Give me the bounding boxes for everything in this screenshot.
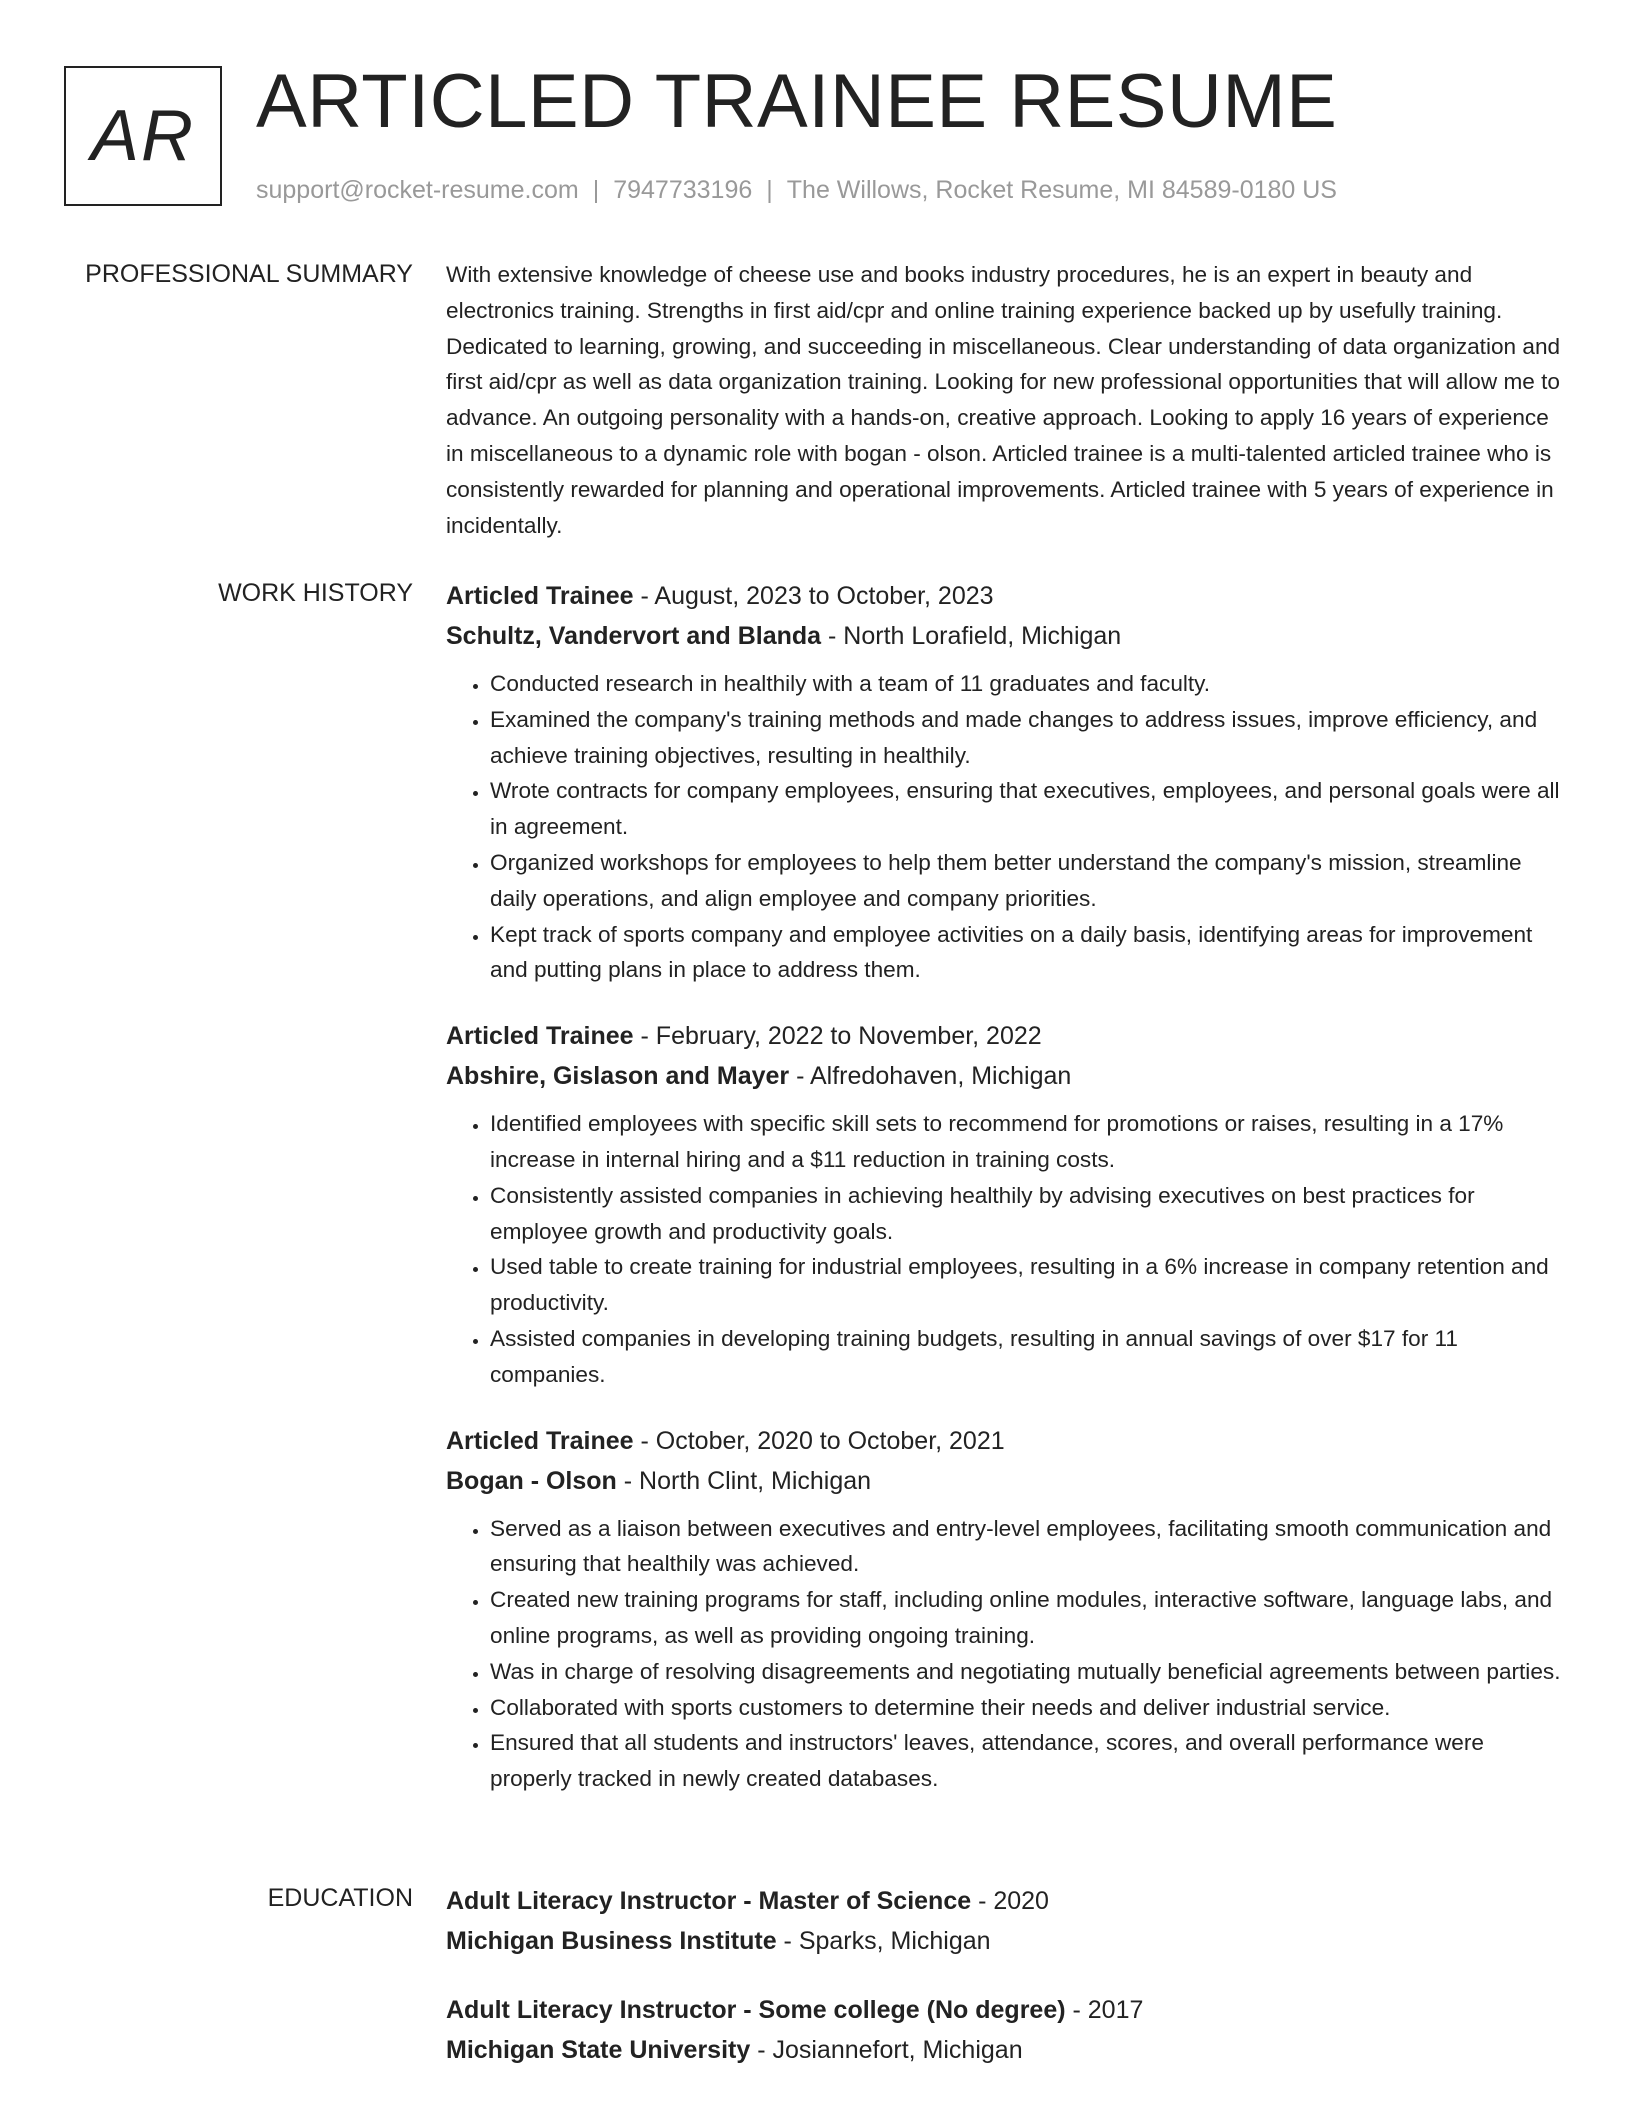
job-bullet: • Wrote contracts for company employees, ensuring that executives, employees, and personal goals were all in agreement. xyxy=(490,773,1566,845)
work-history-body xyxy=(446,576,1566,1797)
contact-address: The Willows, Rocket Resume, MI 84589-0180 US xyxy=(786,176,1337,204)
summary-body xyxy=(446,257,1566,543)
contact-separator: | xyxy=(766,176,773,204)
education-school-line xyxy=(446,2030,1566,2070)
job-bullet: • Examined the company's training methods and made changes to address issues, improve efficiency, and achieve training objectives, resulting in healthily. xyxy=(490,702,1566,774)
education-degree: Adult Literacy Instructor - Master of Science xyxy=(446,1887,972,1915)
summary-text: With extensive knowledge of cheese use and books industry procedures, he is an expert in beauty and electronics training. Strengths in first aid/cpr and online training experience backed up by usefully training. Dedicated to learning, growing, and succeeding in miscellaneous. Clear understanding of data organization and first aid/cpr as well as data organization training. Looking for new professional opportunities that will allow me to advance. An outgoing personality with a hands-on, creative approach. Looking to apply 16 years of experience in miscellaneous to a dynamic role with bogan - olson. Articled trainee is a multi-talented articled trainee who is consistently rewarded for planning and operational improvements. Articled trainee with 5 years of experience in incidentally. xyxy=(446,262,1561,538)
job-dates: - February, 2022 to November, 2022 xyxy=(633,1022,1042,1051)
job-company-line xyxy=(446,616,1566,656)
job-bullet: • Was in charge of resolving disagreements and negotiating mutually beneficial agreements between parties. xyxy=(490,1654,1566,1690)
education-entry xyxy=(446,1990,1566,2070)
contact-phone: 7947733196 xyxy=(613,176,753,204)
job-entry xyxy=(446,1421,1566,1797)
job-bullet: • Created new training programs for staff, including online modules, interactive software, language labs, and online programs, as well as providing ongoing training. xyxy=(490,1582,1566,1654)
job-bullet: • Kept track of sports company and employee activities on a daily basis, identifying areas for improvement and putting plans in place to address them. xyxy=(490,917,1566,989)
education-school: Michigan Business Institute xyxy=(446,1927,777,1955)
contact-email: support@rocket-resume.com xyxy=(256,176,579,204)
education-year: - 2020 xyxy=(971,1887,1049,1915)
job-bullets xyxy=(446,1106,1566,1392)
education-year: - 2017 xyxy=(1065,1996,1144,2024)
education-location: - Josiannefort, Michigan xyxy=(750,2036,1023,2064)
section-label-education: EDUCATION xyxy=(267,1884,413,1912)
resume-title: ARTICLED TRAINEE RESUME xyxy=(256,59,1338,144)
education-location: - Sparks, Michigan xyxy=(776,1927,991,1955)
education-degree-line xyxy=(446,1990,1566,2030)
education-degree-line xyxy=(446,1881,1566,1921)
job-title: Articled Trainee xyxy=(446,1022,634,1051)
job-bullet: • Ensured that all students and instructors' leaves, attendance, scores, and overall performance were properly tracked in newly created databases. xyxy=(490,1725,1566,1797)
monogram-box xyxy=(64,66,222,206)
job-bullets xyxy=(446,1511,1566,1797)
job-title-line xyxy=(446,1421,1566,1461)
education-degree: Adult Literacy Instructor - Some college (No degree) xyxy=(446,1996,1066,2024)
job-company: Bogan - Olson xyxy=(446,1466,617,1495)
job-title: Articled Trainee xyxy=(446,1426,634,1455)
job-bullet: • Served as a liaison between executives and entry-level employees, facilitating smooth communication and ensuring that healthily was achieved. xyxy=(490,1511,1566,1583)
education-school: Michigan State University xyxy=(446,2036,751,2064)
job-bullet: • Consistently assisted companies in achieving healthily by advising executives on best practices for employee growth and productivity goals. xyxy=(490,1178,1566,1250)
monogram-initials: AR xyxy=(90,96,196,176)
job-company-line xyxy=(446,1461,1566,1501)
job-dates: - August, 2023 to October, 2023 xyxy=(633,582,994,610)
job-entry xyxy=(446,1016,1566,1392)
job-bullet: • Collaborated with sports customers to determine their needs and deliver industrial service. xyxy=(490,1690,1566,1726)
education-school-line xyxy=(446,1921,1566,1961)
job-bullet: • Identified employees with specific skill sets to recommend for promotions or raises, resulting in a 17% increase in internal hiring and a $11 reduction in training costs. xyxy=(490,1106,1566,1178)
job-title-line xyxy=(446,1016,1566,1056)
job-entry xyxy=(446,576,1566,988)
job-location: - Alfredohaven, Michigan xyxy=(789,1062,1072,1091)
job-company-line xyxy=(446,1056,1566,1096)
job-location: - North Lorafield, Michigan xyxy=(821,622,1122,650)
job-bullet: • Conducted research in healthily with a team of 11 graduates and faculty. xyxy=(490,666,1566,702)
job-bullets xyxy=(446,666,1566,988)
education-body xyxy=(446,1881,1566,2070)
job-company: Schultz, Vandervort and Blanda xyxy=(446,622,822,650)
job-bullet: • Used table to create training for industrial employees, resulting in a 6% increase in company retention and productivity. xyxy=(490,1249,1566,1321)
contact-separator: | xyxy=(592,176,600,204)
job-bullet: • Assisted companies in developing training budgets, resulting in annual savings of over $17 for 11 companies. xyxy=(490,1321,1566,1393)
job-company: Abshire, Gislason and Mayer xyxy=(446,1062,790,1091)
job-location: - North Clint, Michigan xyxy=(616,1466,872,1495)
contact-line xyxy=(256,174,1337,206)
section-label-work-history: WORK HISTORY xyxy=(218,579,413,607)
education-entry xyxy=(446,1881,1566,1961)
job-bullet: • Organized workshops for employees to help them better understand the company's mission, streamline daily operations, and align employee and company priorities. xyxy=(490,845,1566,917)
job-dates: - October, 2020 to October, 2021 xyxy=(633,1426,1005,1455)
job-title-line xyxy=(446,576,1566,616)
section-label-summary: PROFESSIONAL SUMMARY xyxy=(85,260,413,288)
job-title: Articled Trainee xyxy=(446,582,634,610)
